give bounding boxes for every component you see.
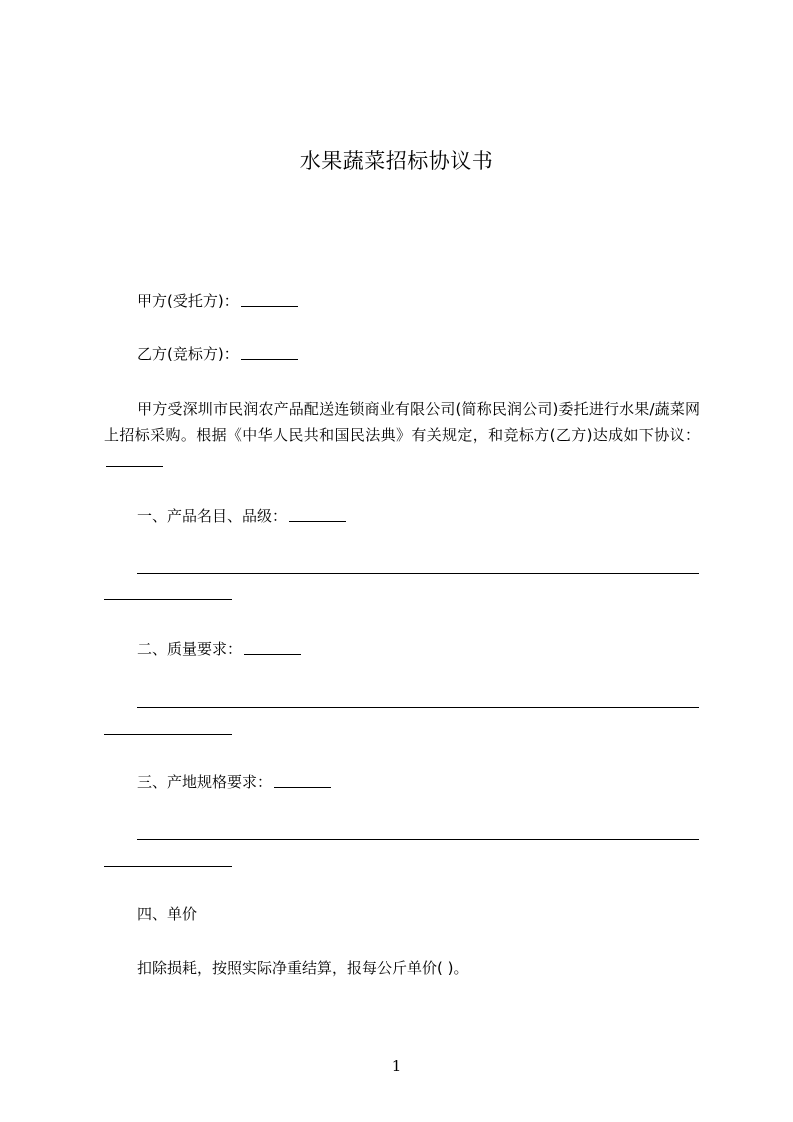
party-a-label: 甲方(受托方)：: [137, 292, 239, 310]
page-number: 1: [391, 1057, 402, 1075]
section-1-fill-line-end: [104, 599, 232, 600]
section-2: [137, 642, 301, 657]
section-1-blank: [289, 520, 346, 522]
party-b-label: 乙方(竞标方)：: [137, 345, 239, 363]
section-3-blank: [274, 786, 331, 788]
section-1-fill-line: [137, 573, 699, 574]
section-2-blank: [244, 653, 301, 655]
price-note: 扣除损耗，按照实际净重结算，报每公斤单价( )。: [137, 959, 469, 977]
section-3-fill-line-end: [104, 866, 232, 867]
section-3-heading: 三、产地规格要求：: [137, 773, 273, 791]
section-2-fill-line-end: [104, 734, 232, 735]
section-2-heading: 二、质量要求：: [137, 640, 243, 658]
party-b-blank: [241, 358, 298, 360]
party-a-line: [137, 294, 298, 309]
section-1-heading: 一、产品名目、品级：: [137, 507, 288, 525]
party-a-blank: [241, 305, 298, 307]
section-3: [137, 775, 331, 790]
intro-blank: [106, 465, 163, 467]
section-4-heading: 四、单价: [137, 905, 198, 923]
section-1: [137, 509, 346, 524]
party-b-line: [137, 347, 298, 362]
section-3-fill-line: [137, 839, 699, 840]
intro-paragraph: [104, 396, 700, 474]
section-2-fill-line: [137, 707, 699, 708]
document-title: 水果蔬菜招标协议书: [299, 149, 494, 173]
intro-text: 甲方受深圳市民润农产品配送连锁商业有限公司(简称民润公司)委托进行水果/蔬菜网上招标采购。根据《中华人民共和国民法典》有关规定，和竞标方(乙方)达成如下协议：: [104, 400, 700, 444]
